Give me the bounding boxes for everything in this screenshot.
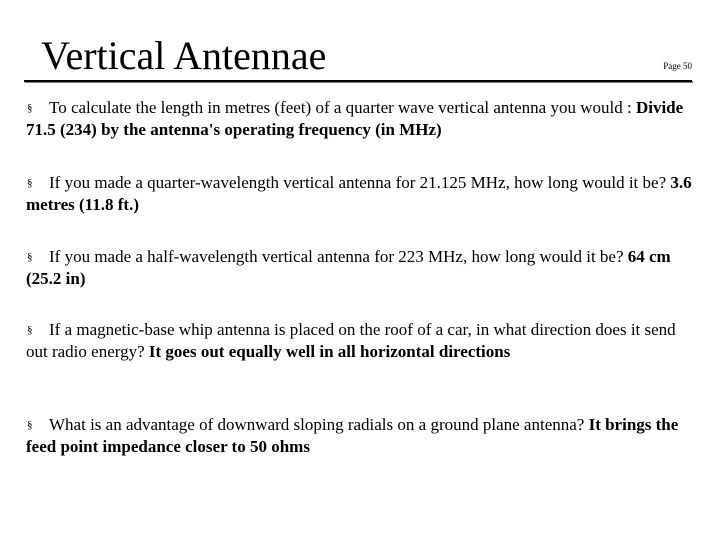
bullet-question: If you made a half-wavelength vertical antenna for 223 MHz, how long would it be? <box>49 247 628 266</box>
bullet-question: What is an advantage of downward sloping radials on a ground plane antenna? <box>49 415 589 434</box>
bullet-answer: 3.6 metres (11.8 ft.) <box>26 173 692 214</box>
bullet-item-5 <box>26 414 696 458</box>
bullet-item-4 <box>26 319 696 363</box>
bullet-question: If you made a quarter-wavelength vertical antenna for 21.125 MHz, how long would it be? <box>49 173 671 192</box>
bullet-answer: 64 cm (25.2 in) <box>26 247 671 288</box>
bullet-marker-icon: § <box>27 102 33 114</box>
slide-title: Vertical Antennae <box>41 33 327 78</box>
bullet-marker-icon: § <box>27 177 33 189</box>
bullet-question: To calculate the length in metres (feet) of a quarter wave vertical antenna you would : <box>49 98 636 117</box>
bullet-answer: Divide 71.5 (234) by the antenna's operating frequency (in MHz) <box>26 98 684 139</box>
title-divider <box>24 80 692 82</box>
bullet-item-2 <box>26 172 696 216</box>
bullet-answer: It brings the feed point impedance closer to 50 ohms <box>26 415 679 456</box>
bullet-marker-icon: § <box>27 251 33 263</box>
page-number: Page 50 <box>663 61 692 71</box>
bullet-marker-icon: § <box>27 419 33 431</box>
bullet-item-3 <box>26 246 696 290</box>
bullet-marker-icon: § <box>27 324 33 336</box>
bullet-answer: It goes out equally well in all horizontal directions <box>148 342 511 361</box>
bullet-item-1 <box>26 97 696 141</box>
bullet-question: If a magnetic-base whip antenna is placed on the roof of a car, in what direction does it send out radio energy? <box>26 320 676 361</box>
